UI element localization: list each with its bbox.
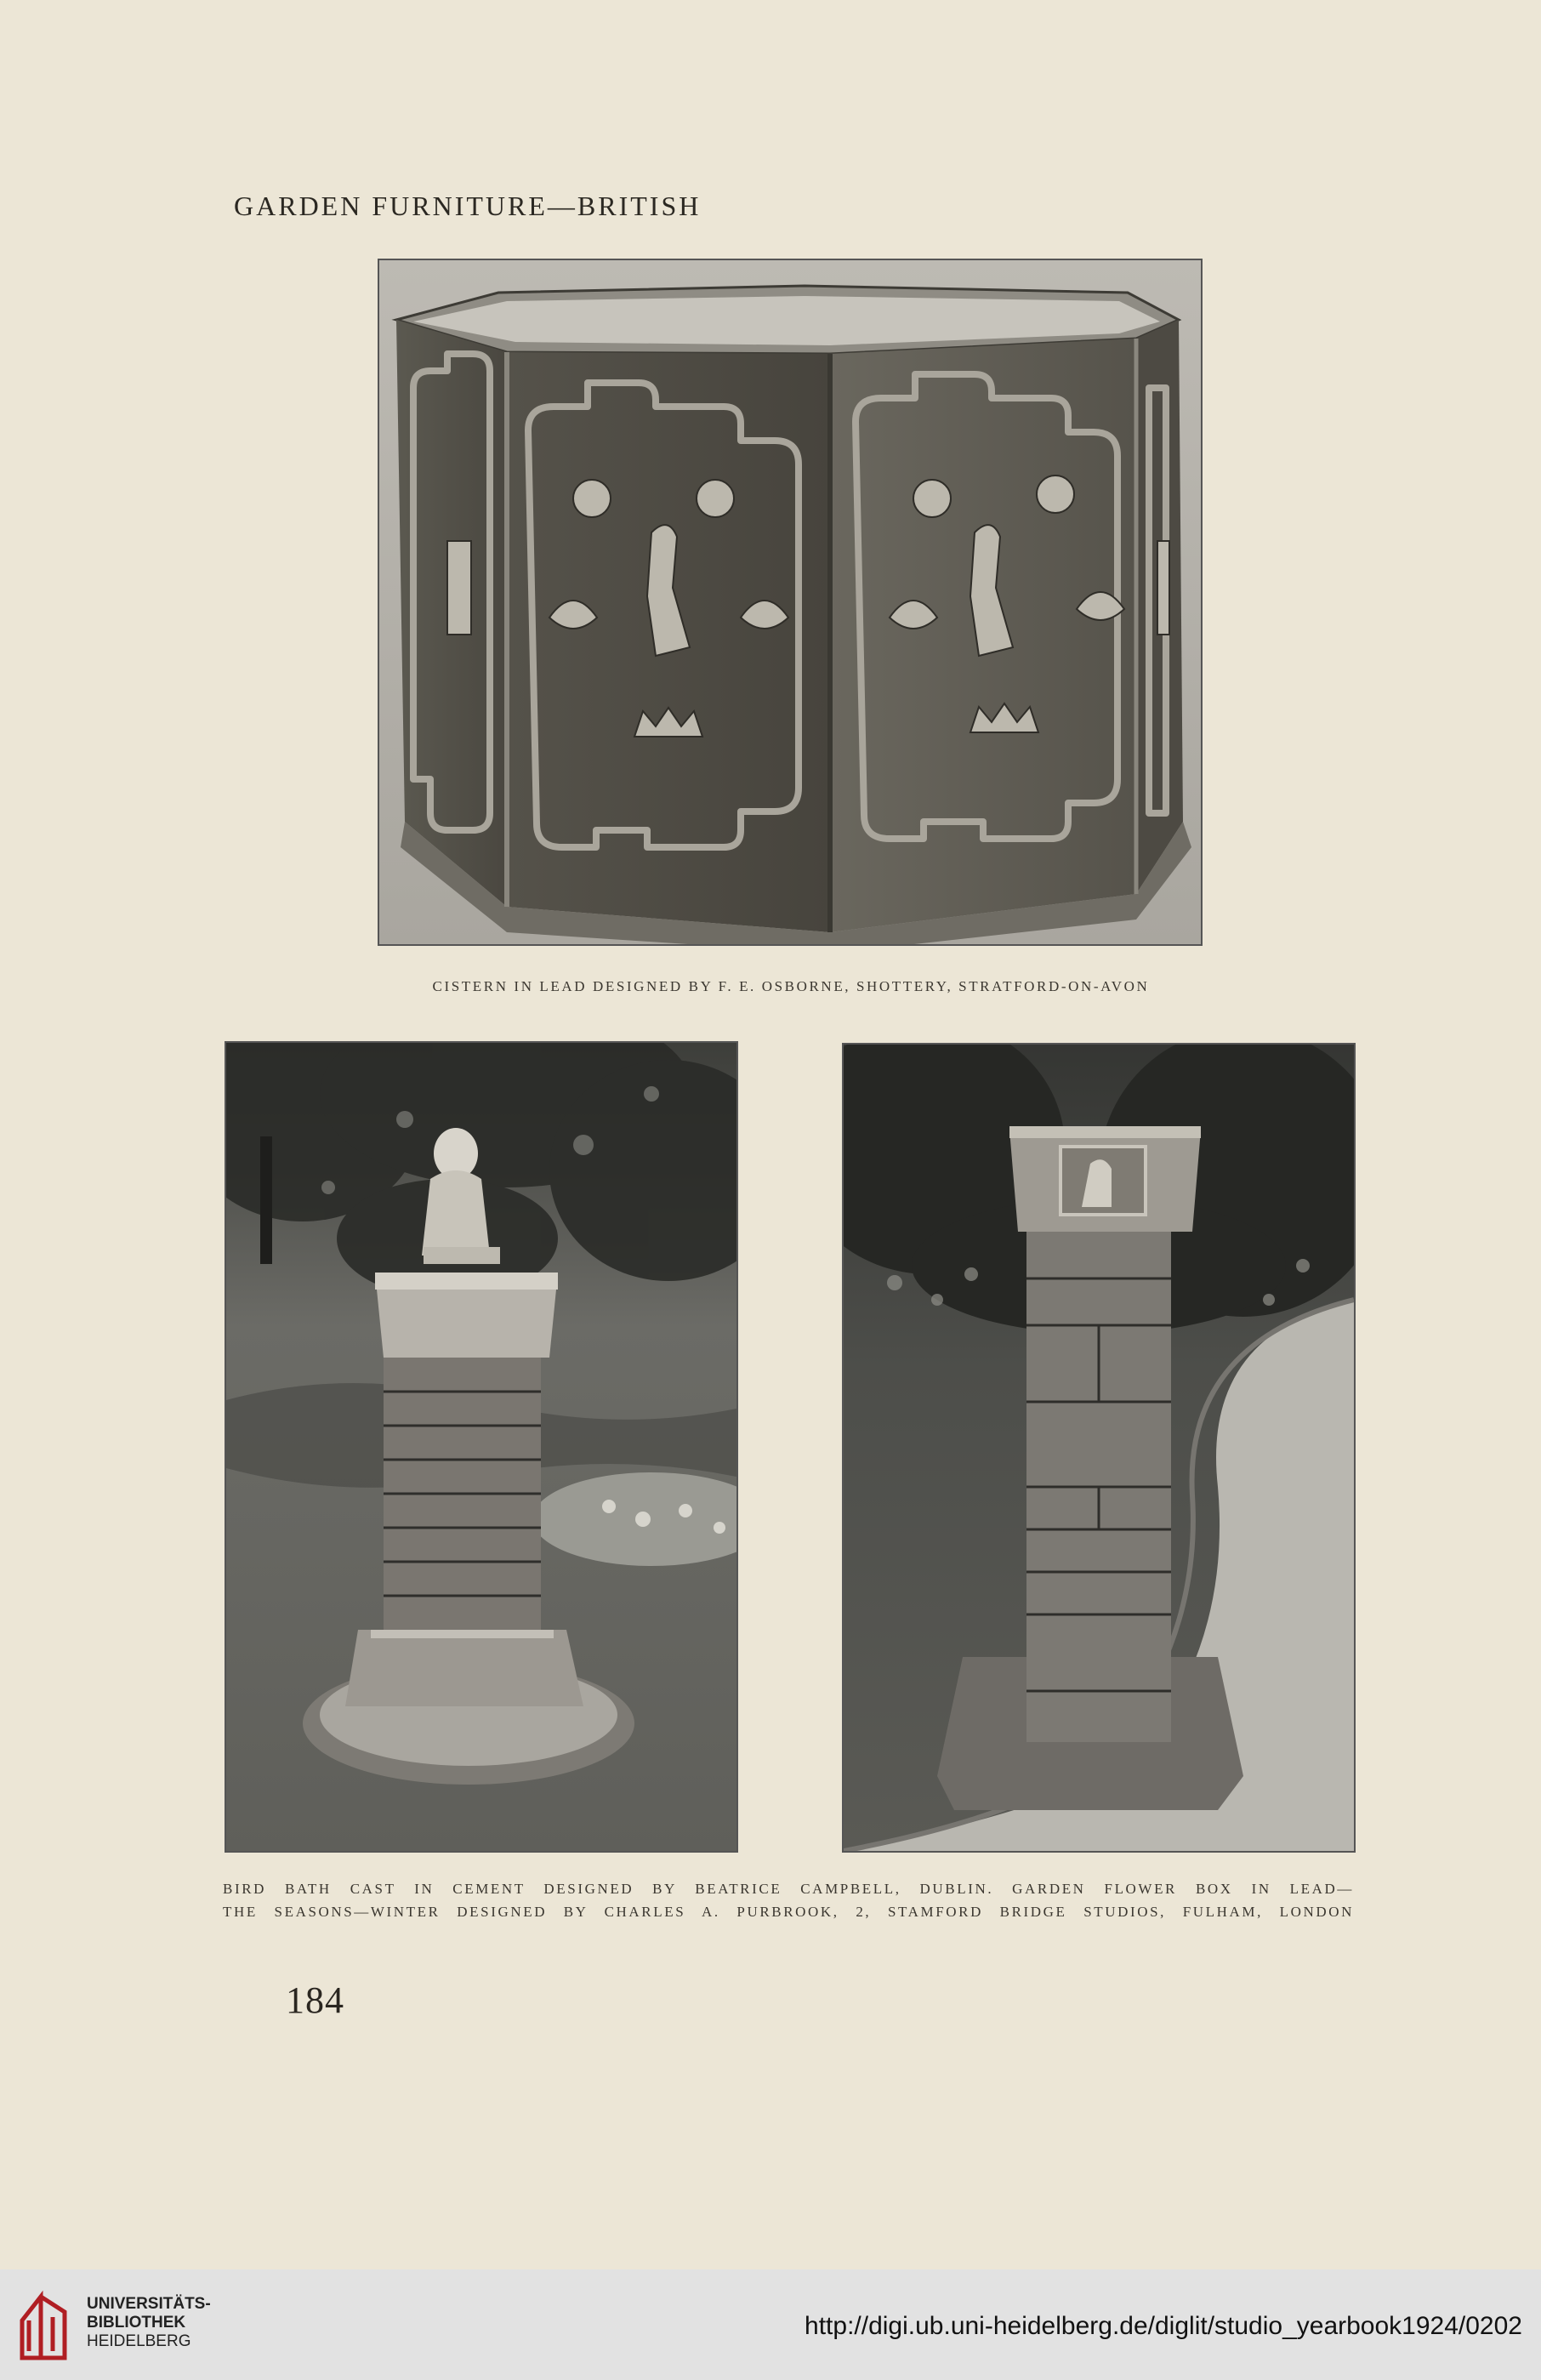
library-logo-icon xyxy=(15,2286,77,2365)
footer-bar xyxy=(0,2269,1541,2380)
source-url-link[interactable]: http://digi.ub.uni-heidelberg.de/diglit/studio_yearbook1924/0202 xyxy=(805,2312,1522,2340)
bottom-caption-line-2: THE SEASONS—WINTER DESIGNED BY CHARLES A. PURBROOK, 2, STAMFORD BRIDGE STUDIOS, FULHAM, LONDON xyxy=(223,1904,1354,1920)
bottom-caption-line-1: BIRD BATH CAST IN CEMENT DESIGNED BY BEATRICE CAMPBELL, DUBLIN. GARDEN FLOWER BOX IN LEAD— xyxy=(223,1881,1354,1897)
logo-line-3: HEIDELBERG xyxy=(87,2332,191,2350)
bird-bath-illustration xyxy=(226,1043,736,1851)
flower-box-illustration xyxy=(844,1045,1354,1851)
cistern-illustration xyxy=(379,260,1201,944)
library-logo-text xyxy=(87,2295,211,2351)
page-header-title: GARDEN FURNITURE—BRITISH xyxy=(234,191,702,221)
page-number: 184 xyxy=(286,1979,344,2021)
cistern-photograph xyxy=(378,259,1203,946)
bird-bath-photograph xyxy=(225,1041,738,1853)
logo-line-1: UNIVERSITÄTS- xyxy=(87,2295,211,2313)
flower-box-photograph xyxy=(842,1043,1356,1853)
logo-line-2: BIBLIOTHEK xyxy=(87,2314,186,2332)
cistern-caption: CISTERN IN LEAD DESIGNED BY F. E. OSBORNE, SHOTTERY, STRATFORD-ON-AVON xyxy=(432,978,1150,994)
